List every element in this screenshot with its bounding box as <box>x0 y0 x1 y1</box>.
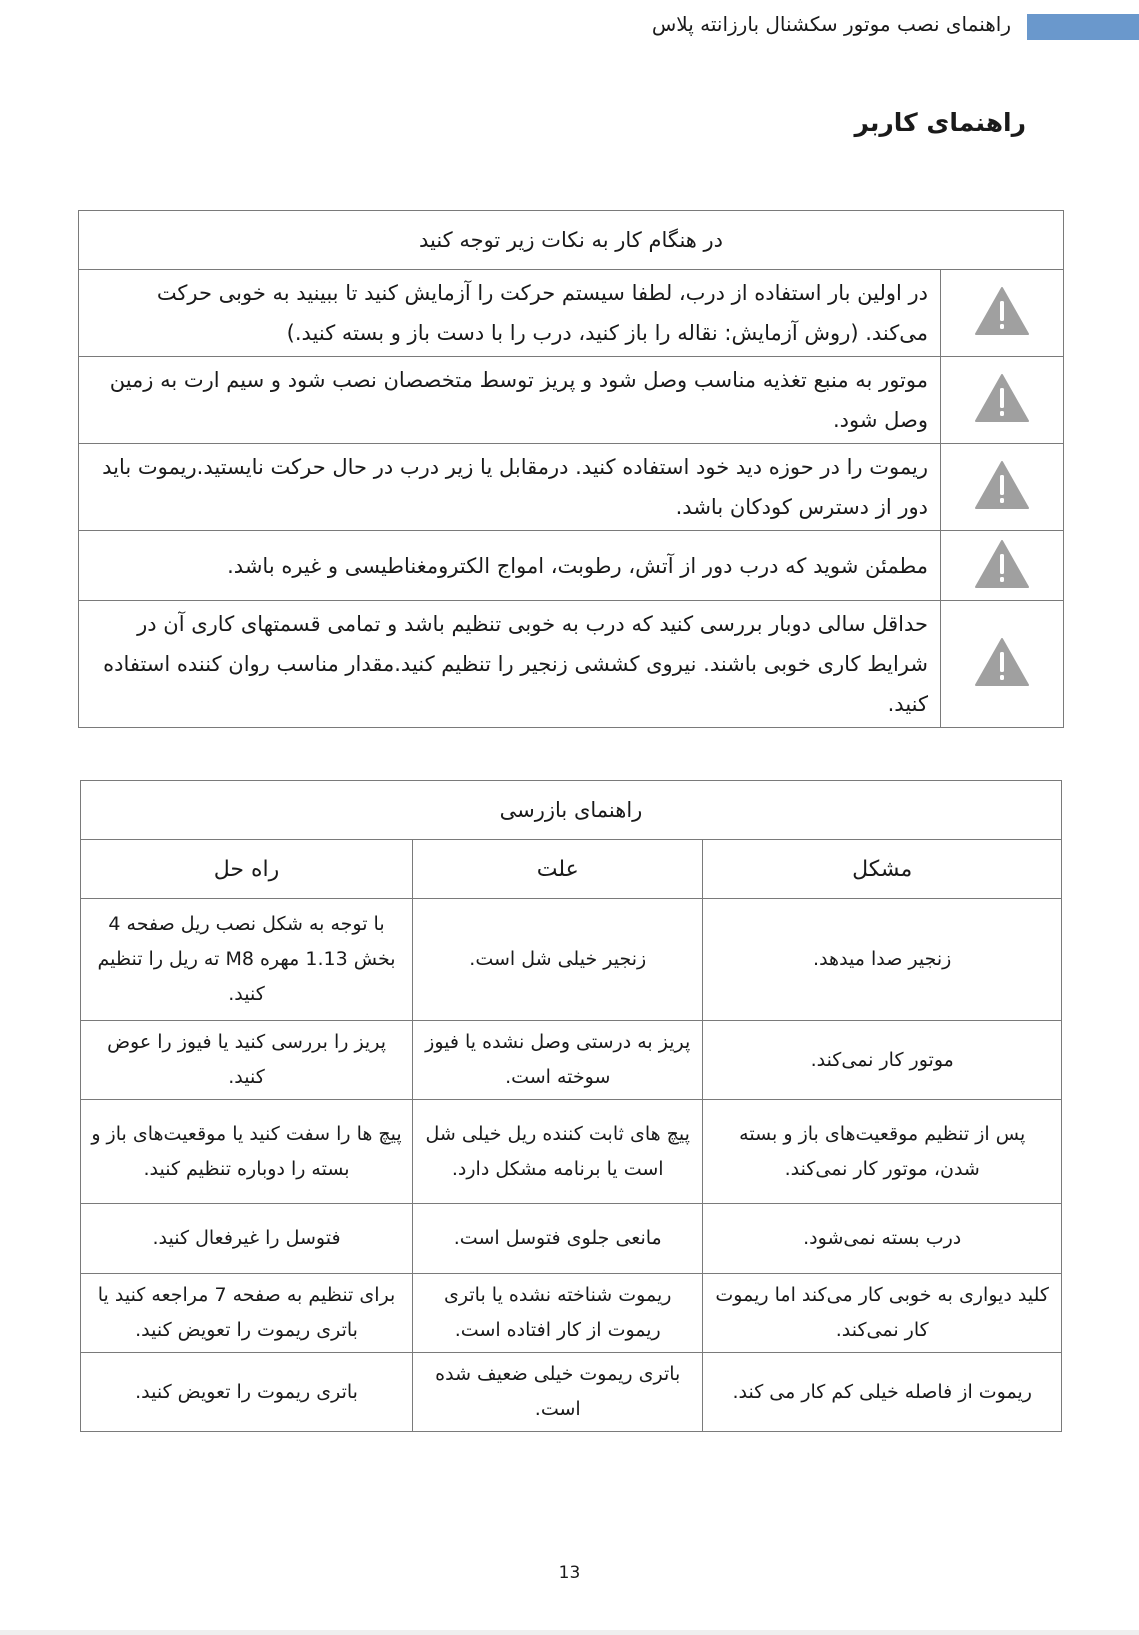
page-bottom-edge <box>0 1630 1139 1635</box>
warning-icon-cell <box>941 601 1064 728</box>
warnings-table <box>78 210 1064 728</box>
warning-text: حداقل سالی دوبار بررسی کنید که درب به خوبی تنظیم باشد و تمامی قسمتهای کاری آن در شرایط کاری خوبی باشند. نیروی کششی زنجیر را تنظیم کنید.مقدار مناسب روان کننده استفاده کنید. <box>79 601 941 728</box>
column-header-solution: راه حل <box>81 840 413 899</box>
cause-cell: زنجیر خیلی شل است. <box>413 899 703 1021</box>
problem-cell: ریموت از فاصله خیلی کم کار می کند. <box>703 1353 1062 1432</box>
cause-cell: باتری ریموت خیلی ضعیف شده است. <box>413 1353 703 1432</box>
warning-text: موتور به منبع تغذیه مناسب وصل شود و پریز توسط متخصصان نصب شود و سیم ارت به زمین وصل شود. <box>79 357 941 444</box>
warning-icon-cell <box>941 357 1064 444</box>
troubleshooting-row <box>81 1021 1062 1100</box>
solution-cell: فتوسل را غیرفعال کنید. <box>81 1204 413 1274</box>
warning-row <box>79 444 1064 531</box>
warning-row <box>79 531 1064 601</box>
troubleshooting-row <box>81 1100 1062 1204</box>
cause-cell: پریز به درستی وصل نشده یا فیوز سوخته است. <box>413 1021 703 1100</box>
warning-triangle-icon <box>974 373 1030 423</box>
column-header-problem: مشکل <box>703 840 1062 899</box>
cause-cell: مانعی جلوی فتوسل است. <box>413 1204 703 1274</box>
troubleshooting-table-caption: راهنمای بازرسی <box>81 781 1062 840</box>
warning-icon-cell <box>941 444 1064 531</box>
problem-cell: پس از تنظیم موقعیت‌های باز و بسته شدن، موتور کار نمی‌کند. <box>703 1100 1062 1204</box>
cause-cell: پیچ های ثابت کننده ریل خیلی شل است یا برنامه مشکل دارد. <box>413 1100 703 1204</box>
solution-cell: با توجه به شکل نصب ریل صفحه 4 بخش 1.13 مهره M8 ته ریل را تنظیم کنید. <box>81 899 413 1021</box>
cause-cell: ریموت شناخته نشده یا باتری ریموت از کار افتاده است. <box>413 1274 703 1353</box>
problem-cell: درب بسته نمی‌شود. <box>703 1204 1062 1274</box>
warning-row <box>79 357 1064 444</box>
warning-triangle-icon <box>974 539 1030 589</box>
warning-text: ریموت را در حوزه دید خود استفاده کنید. درمقابل یا زیر درب در حال حرکت نایستید.ریموت باید دور از دسترس کودکان باشد. <box>79 444 941 531</box>
warning-row <box>79 601 1064 728</box>
troubleshooting-row <box>81 1274 1062 1353</box>
problem-cell: کلید دیواری به خوبی کار می‌کند اما ریموت کار نمی‌کند. <box>703 1274 1062 1353</box>
header-accent-bar <box>1027 14 1139 40</box>
troubleshooting-row <box>81 1204 1062 1274</box>
warning-icon-cell <box>941 270 1064 357</box>
troubleshooting-row <box>81 1353 1062 1432</box>
warning-triangle-icon <box>974 286 1030 336</box>
solution-cell: پیچ ها را سفت کنید یا موقعیت‌های باز و بسته را دوباره تنظیم کنید. <box>81 1100 413 1204</box>
document-header-title: راهنمای نصب موتور سکشنال بارزانته پلاس <box>651 12 1011 36</box>
troubleshooting-table <box>80 780 1062 1432</box>
solution-cell: برای تنظیم به صفحه 7 مراجعه کنید یا باتری ریموت را تعویض کنید. <box>81 1274 413 1353</box>
section-title: راهنمای کاربر <box>854 108 1026 137</box>
troubleshooting-row <box>81 899 1062 1021</box>
warning-triangle-icon <box>974 460 1030 510</box>
page-number: 13 <box>558 1563 581 1583</box>
problem-cell: زنجیر صدا میدهد. <box>703 899 1062 1021</box>
problem-cell: موتور کار نمی‌کند. <box>703 1021 1062 1100</box>
solution-cell: پریز را بررسی کنید یا فیوز را عوض کنید. <box>81 1021 413 1100</box>
warning-row <box>79 270 1064 357</box>
warning-text: مطمئن شوید که درب دور از آتش، رطوبت، امواج الکترومغناطیسی و غیره باشد. <box>79 531 941 601</box>
warnings-table-caption: در هنگام کار به نکات زیر توجه کنید <box>79 211 1064 270</box>
column-header-cause: علت <box>413 840 703 899</box>
warning-text: در اولین بار استفاده از درب، لطفا سیستم حرکت را آزمایش کنید تا ببینید به خوبی حرکت می‌کند. (روش آزمایش: نقاله را باز کنید، درب را با دست باز و بسته کنید.) <box>79 270 941 357</box>
warning-icon-cell <box>941 531 1064 601</box>
warning-triangle-icon <box>974 637 1030 687</box>
solution-cell: باتری ریموت را تعویض کنید. <box>81 1353 413 1432</box>
